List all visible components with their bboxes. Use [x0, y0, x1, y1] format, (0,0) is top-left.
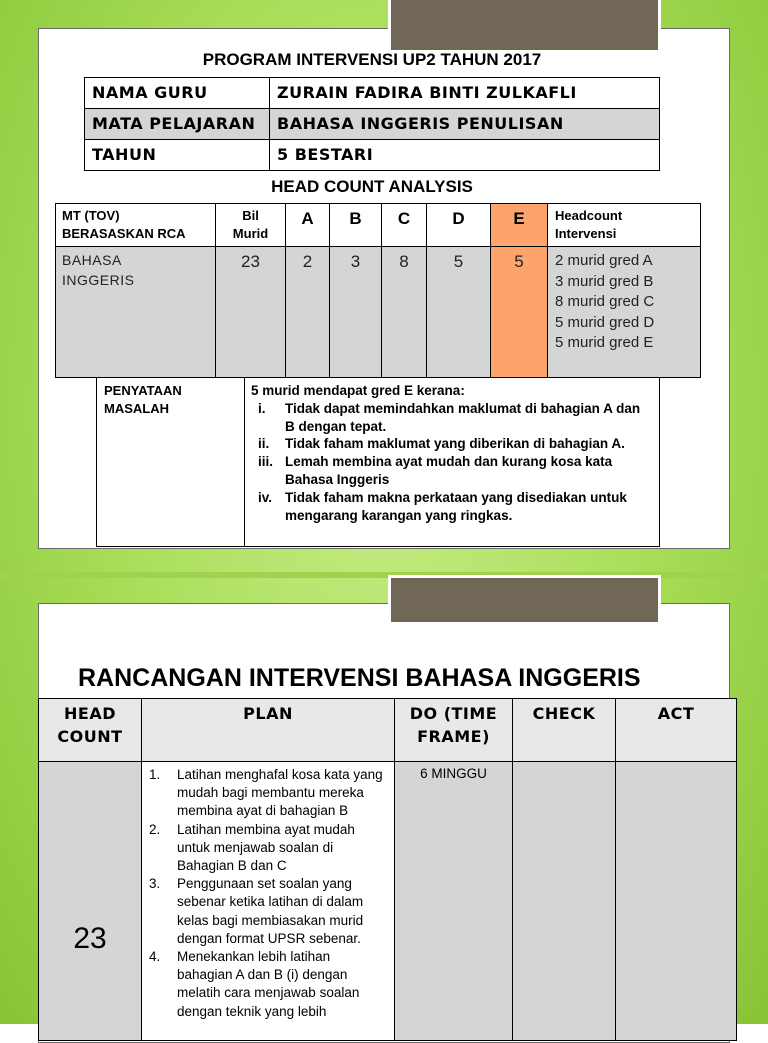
plan-item-3: 3. Penggunaan set soalan yang sebenar ketika latihan di dalam kelas bagi membiasakan murid dengan format UPSR sebenar.: [149, 876, 364, 946]
row-time-frame: 6 MINGGU: [420, 766, 487, 781]
header-act: ACT: [657, 704, 695, 723]
info-value-mata-pelajaran: BAHASA INGGERIS PENULISAN: [277, 114, 564, 133]
info-label-tahun: TAHUN: [92, 145, 157, 164]
plan-item-1: 1. Latihan menghafal kosa kata yang mudah bagi membantu mereka membina ayat di bahagian B: [149, 767, 383, 819]
header-headcount-line2: Intervensi: [555, 226, 617, 241]
penyataan-intro: 5 murid mendapat gred E kerana:: [251, 383, 465, 398]
penyataan-label-line1: PENYATAAN: [104, 383, 182, 398]
header-headcount-line1: Headcount: [555, 208, 623, 223]
penyataan-body: [251, 382, 653, 524]
header-mt-line2: BERASASKAN RCA: [62, 226, 186, 241]
header-d: D: [452, 209, 465, 228]
header-e: E: [513, 209, 525, 228]
row-headcount-value: 23: [73, 922, 107, 955]
row-subject-line1: BAHASA: [62, 252, 122, 268]
header-bil-line1: Bil: [242, 208, 259, 223]
plan-item-2: 2. Latihan membina ayat mudah untuk menjawab soalan di Bahagian B dan C: [149, 821, 355, 874]
row-do-cell: [394, 761, 513, 1041]
penyataan-label-line2: MASALAH: [104, 401, 169, 416]
plan-item-4: 4. Menekankan lebih latihan bahagian A dan B (i) dengan melatih cara menjawab soalan dengan teknik yang lebih: [149, 949, 360, 1019]
headcount-title: HEAD COUNT ANALYSIS: [271, 177, 473, 196]
header-bil-line2: Murid: [232, 226, 269, 241]
plan-list: [149, 766, 389, 1021]
header-plan: PLAN: [243, 704, 293, 723]
program-title: PROGRAM INTERVENSI UP2 TAHUN 2017: [202, 50, 542, 69]
penyataan-item-1: i. Tidak dapat memindahkan maklumat di bahagian A dan B dengan tepat.: [258, 400, 641, 434]
header-do-line1: DO (TIME: [409, 704, 498, 723]
intervensi-item-a: 2 murid gred A: [555, 252, 653, 269]
row-act-cell: [615, 761, 737, 1041]
row-b-value: 3: [350, 252, 361, 271]
header-head-line2: COUNT: [57, 727, 123, 746]
info-label-mata-pelajaran: MATA PELAJARAN: [92, 114, 256, 133]
intervensi-item-e: 5 murid gred E: [555, 334, 654, 351]
row-d-value: 5: [453, 252, 464, 271]
intervensi-item-c: 8 murid gred C: [555, 293, 655, 310]
row-subject-line2: INGGERIS: [62, 272, 135, 288]
row-e-value: 5: [514, 252, 524, 271]
info-value-tahun: 5 BESTARI: [277, 145, 374, 164]
penyataan-item-2: ii. Tidak faham maklumat yang diberikan di bahagian A.: [258, 436, 625, 452]
slide-1-tab: [388, 0, 661, 53]
header-a: A: [301, 209, 314, 228]
row-c-value: 8: [399, 252, 409, 271]
header-do-line2: FRAME): [417, 727, 490, 746]
row-headcount-cell: [38, 761, 142, 1041]
slide-2-tab: [388, 575, 661, 625]
header-head-line1: HEAD: [64, 704, 116, 723]
rancangan-title: RANCANGAN INTERVENSI BAHASA INGGERIS: [78, 664, 641, 692]
header-check: CHECK: [532, 704, 596, 723]
intervensi-item-d: 5 murid gred D: [555, 313, 655, 331]
penyataan-item-4: iv. Tidak faham makna perkataan yang disediakan untuk mengarang karangan yang ringkas.: [258, 489, 627, 523]
header-b: B: [349, 209, 362, 228]
plan-body: [149, 766, 389, 1021]
intervensi-list: [555, 251, 654, 354]
info-value-nama-guru: ZURAIN FADIRA BINTI ZULKAFLI: [277, 83, 577, 102]
header-c: C: [397, 209, 411, 228]
row-a-value: 2: [302, 252, 313, 271]
header-mt-line1: MT (TOV): [62, 208, 120, 223]
row-bil-value: 23: [241, 252, 260, 271]
intervensi-item-b: 3 murid gred B: [555, 272, 654, 290]
info-label-nama-guru: NAMA GURU: [92, 83, 208, 102]
penyataan-list: [251, 400, 653, 525]
penyataan-item-3: iii. Lemah membina ayat mudah dan kurang kosa kata Bahasa Inggeris: [258, 454, 613, 487]
row-check-cell: [512, 761, 616, 1041]
